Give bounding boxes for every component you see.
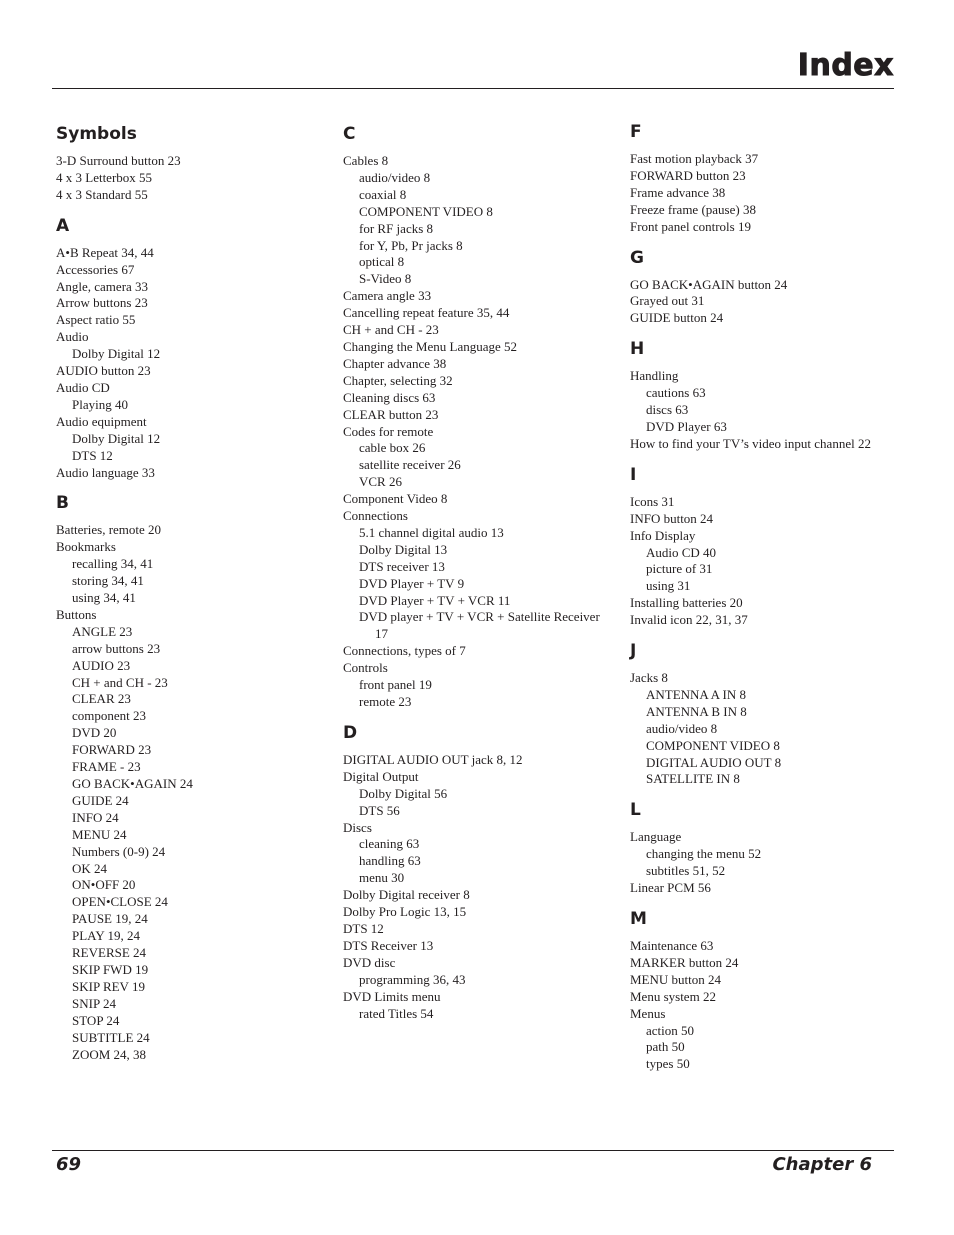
index-entry: FORWARD button 23 [630, 167, 746, 183]
index-entry: Aspect ratio 55 [56, 312, 136, 328]
index-entry: Chapter advance 38 [343, 355, 447, 371]
index-entry: Installing batteries 20 [630, 595, 743, 611]
index-subentry: GO BACK•AGAIN 24 [72, 776, 193, 791]
index-subentry: optical 8 [359, 254, 405, 270]
index-subentry: MENU 24 [72, 826, 127, 842]
index-entry: Discs [343, 819, 372, 835]
index-subentry: using 34, 41 [72, 590, 136, 606]
index-entry: MENU button 24 [630, 971, 721, 987]
index-entry: Digital Output [343, 768, 419, 784]
index-subentry: Numbers (0-9) 24 [72, 843, 166, 859]
index-section [630, 246, 910, 328]
section-heading: C [343, 124, 356, 144]
index-subentry: audio/video 8 [646, 720, 718, 736]
index-subentry: PAUSE 19, 24 [72, 911, 148, 927]
index-subentry: DVD Player 63 [646, 418, 727, 434]
index-subentry: Audio CD 40 [646, 544, 717, 560]
index-column-3 [630, 120, 910, 1073]
index-entry: Dolby Pro Logic 13, 15 [343, 904, 467, 920]
index-entry: Menu system 22 [630, 988, 716, 1004]
page-title: Index [797, 48, 894, 83]
section-heading: B [56, 493, 69, 514]
index-subentry: INFO 24 [72, 809, 119, 825]
index-section [343, 721, 613, 1023]
section-heading: M [630, 909, 647, 929]
index-entry: Icons 31 [630, 493, 675, 509]
section-heading: A [56, 215, 70, 236]
section-heading: G [630, 247, 644, 268]
index-subentry: REVERSE 24 [72, 945, 147, 961]
index-subentry: types 50 [646, 1056, 690, 1072]
index-subentry: VCR 26 [359, 474, 402, 490]
index-entry: Jacks 8 [630, 670, 668, 686]
index-column-2 [343, 122, 613, 1022]
index-entry: CH + and CH - 23 [343, 322, 439, 338]
index-subentry: subtitles 51, 52 [646, 863, 726, 879]
index-section [630, 337, 910, 453]
index-subentry: CH + and CH - 23 [72, 674, 168, 690]
index-entry: Audio CD [56, 379, 110, 395]
index-entry: Camera angle 33 [343, 288, 432, 304]
index-subentry: storing 34, 41 [72, 573, 144, 589]
index-entry: DTS Receiver 13 [343, 937, 434, 953]
header-rule [52, 88, 894, 89]
index-entry: Controls [343, 660, 388, 676]
index-subentry: 5.1 channel digital audio 13 [359, 524, 504, 540]
index-entry: Audio [56, 329, 89, 345]
index-entry: Changing the Menu Language 52 [343, 338, 518, 354]
index-subentry: AUDIO 23 [72, 657, 131, 673]
index-entry: A•B Repeat 34, 44 [56, 244, 154, 260]
index-subentry: DTS receiver 13 [359, 558, 445, 574]
index-subentry: Playing 40 [72, 396, 128, 412]
index-subentry: Dolby Digital 12 [72, 346, 161, 362]
index-entry: Dolby Digital receiver 8 [343, 887, 470, 903]
index-entry: Cables 8 [343, 153, 389, 168]
section-heading: Symbols [56, 124, 137, 144]
index-subentry: ANTENNA B IN 8 [646, 703, 747, 719]
index-entry: Buttons [56, 606, 97, 622]
index-entry: DIGITAL AUDIO OUT jack 8, 12 [343, 751, 523, 767]
index-subentry: recalling 34, 41 [72, 556, 154, 572]
index-subentry: COMPONENT VIDEO 8 [646, 737, 780, 753]
index-entry: DVD disc [343, 954, 396, 970]
index-subentry: satellite receiver 26 [359, 457, 461, 473]
index-section [56, 122, 326, 204]
index-subentry: DVD player + TV + VCR + Satellite Receiver 17 [359, 609, 600, 642]
index-subentry: GUIDE 24 [72, 792, 129, 808]
index-subentry: ZOOM 24, 38 [72, 1046, 147, 1062]
index-entry: Frame advance 38 [630, 184, 726, 200]
section-heading: L [630, 800, 641, 821]
index-subentry: discs 63 [646, 402, 689, 418]
index-subentry: ANGLE 23 [72, 623, 133, 639]
index-subentry: front panel 19 [359, 677, 432, 693]
index-subentry: SNIP 24 [72, 995, 116, 1011]
index-section [343, 122, 613, 711]
index-entry: Invalid icon 22, 31, 37 [630, 612, 748, 628]
index-subentry: COMPONENT VIDEO 8 [359, 203, 493, 219]
index-subentry: picture of 31 [646, 561, 713, 577]
index-subentry: rated Titles 54 [359, 1005, 434, 1021]
index-subentry: S-Video 8 [359, 271, 412, 287]
index-subentry: SKIP REV 19 [72, 978, 145, 994]
index-subentry: audio/video 8 [359, 169, 431, 185]
index-section [630, 463, 910, 629]
index-subentry: DTS 12 [72, 447, 113, 463]
index-entry: GO BACK•AGAIN button 24 [630, 276, 788, 292]
index-entry: INFO button 24 [630, 510, 714, 526]
index-entry: Grayed out 31 [630, 293, 705, 309]
index-column-1 [56, 122, 326, 1063]
index-entry: DVD Limits menu [343, 988, 441, 1004]
index-subentry: DIGITAL AUDIO OUT 8 [646, 754, 782, 770]
index-subentry: Dolby Digital 12 [72, 430, 161, 446]
index-entry: GUIDE button 24 [630, 310, 724, 326]
index-subentry: DVD Player + TV + VCR 11 [359, 592, 511, 608]
index-entry: Chapter, selecting 32 [343, 372, 453, 388]
index-section [630, 120, 910, 236]
index-entry: Connections [343, 508, 408, 524]
index-subentry: using 31 [646, 578, 691, 594]
index-subentry: action 50 [646, 1022, 695, 1038]
index-subentry: Dolby Digital 13 [359, 541, 448, 557]
index-subentry: menu 30 [359, 870, 405, 886]
index-subentry: PLAY 19, 24 [72, 928, 141, 944]
index-subentry: OK 24 [72, 860, 108, 876]
index-section [630, 798, 910, 897]
index-subentry: cable box 26 [359, 440, 426, 456]
index-subentry: handling 63 [359, 853, 421, 869]
index-subentry: cleaning 63 [359, 836, 420, 852]
index-subentry: path 50 [646, 1039, 685, 1055]
index-subentry: changing the menu 52 [646, 846, 762, 862]
index-entry: Audio language 33 [56, 464, 155, 480]
section-heading: F [630, 122, 642, 142]
index-entry: Component Video 8 [343, 491, 448, 507]
index-entry: Info Display [630, 527, 696, 543]
index-subentry: for RF jacks 8 [359, 220, 434, 236]
index-entry: AUDIO button 23 [56, 363, 151, 379]
section-heading: D [343, 722, 358, 743]
index-subentry: coaxial 8 [359, 186, 407, 202]
index-subentry: STOP 24 [72, 1012, 120, 1028]
index-subentry: DTS 56 [359, 802, 400, 818]
index-subentry: SUBTITLE 24 [72, 1029, 150, 1045]
index-subentry: FORWARD 23 [72, 742, 152, 758]
index-entry: Maintenance 63 [630, 938, 714, 953]
index-subentry: for Y, Pb, Pr jacks 8 [359, 237, 463, 253]
index-entry: Bookmarks [56, 539, 116, 555]
index-entry: Audio equipment [56, 413, 147, 429]
index-entry: CLEAR button 23 [343, 406, 439, 422]
index-subentry: remote 23 [359, 694, 412, 709]
index-entry: Fast motion playback 37 [630, 151, 759, 166]
index-section [56, 214, 326, 482]
footer-rule [52, 1150, 894, 1151]
index-subentry: DVD 20 [72, 725, 117, 741]
chapter-label: Chapter 6 [772, 1154, 872, 1175]
index-entry: Linear PCM 56 [630, 880, 711, 896]
section-heading: H [630, 339, 645, 360]
index-entry: DTS 12 [343, 920, 384, 936]
index-subentry: SKIP FWD 19 [72, 961, 149, 977]
index-subentry: ON•OFF 20 [72, 877, 136, 893]
index-section [630, 907, 910, 1073]
index-entry: Menus [630, 1005, 666, 1021]
index-entry: 4 x 3 Letterbox 55 [56, 169, 153, 185]
index-subentry: CLEAR 23 [72, 691, 131, 707]
index-subentry: FRAME - 23 [72, 759, 141, 775]
index-entry: Freeze frame (pause) 38 [630, 201, 756, 217]
index-subentry: SATELLITE IN 8 [646, 771, 740, 787]
section-heading: I [630, 464, 637, 485]
section-heading: J [630, 641, 637, 662]
index-entry: Angle, camera 33 [56, 278, 149, 294]
index-entry: Cleaning discs 63 [343, 389, 436, 405]
index-entry: 3-D Surround button 23 [56, 153, 181, 168]
index-entry: MARKER button 24 [630, 954, 739, 970]
page-number: 69 [56, 1154, 82, 1175]
index-subentry: DVD Player + TV 9 [359, 575, 465, 591]
index-subentry: OPEN•CLOSE 24 [72, 894, 168, 910]
index-entry: How to find your TV’s video input channel 22 [630, 435, 871, 451]
index-entry: Language [630, 829, 682, 845]
index-entry: Codes for remote [343, 423, 434, 439]
index-entry: Arrow buttons 23 [56, 295, 148, 311]
index-subentry: programming 36, 43 [359, 971, 466, 987]
index-subentry: Dolby Digital 56 [359, 785, 448, 801]
index-subentry: ANTENNA A IN 8 [646, 686, 747, 702]
index-entry: Accessories 67 [56, 261, 135, 277]
index-section [56, 491, 326, 1063]
index-section [630, 639, 910, 788]
index-subentry: arrow buttons 23 [72, 640, 161, 656]
index-entry: Connections, types of 7 [343, 643, 466, 659]
index-entry: Cancelling repeat feature 35, 44 [343, 305, 510, 321]
index-subentry: component 23 [72, 708, 147, 724]
index-entry: Handling [630, 368, 679, 384]
index-subentry: cautions 63 [646, 385, 706, 401]
index-entry: 4 x 3 Standard 55 [56, 186, 148, 202]
index-entry: Batteries, remote 20 [56, 522, 162, 538]
index-entry: Front panel controls 19 [630, 218, 751, 234]
